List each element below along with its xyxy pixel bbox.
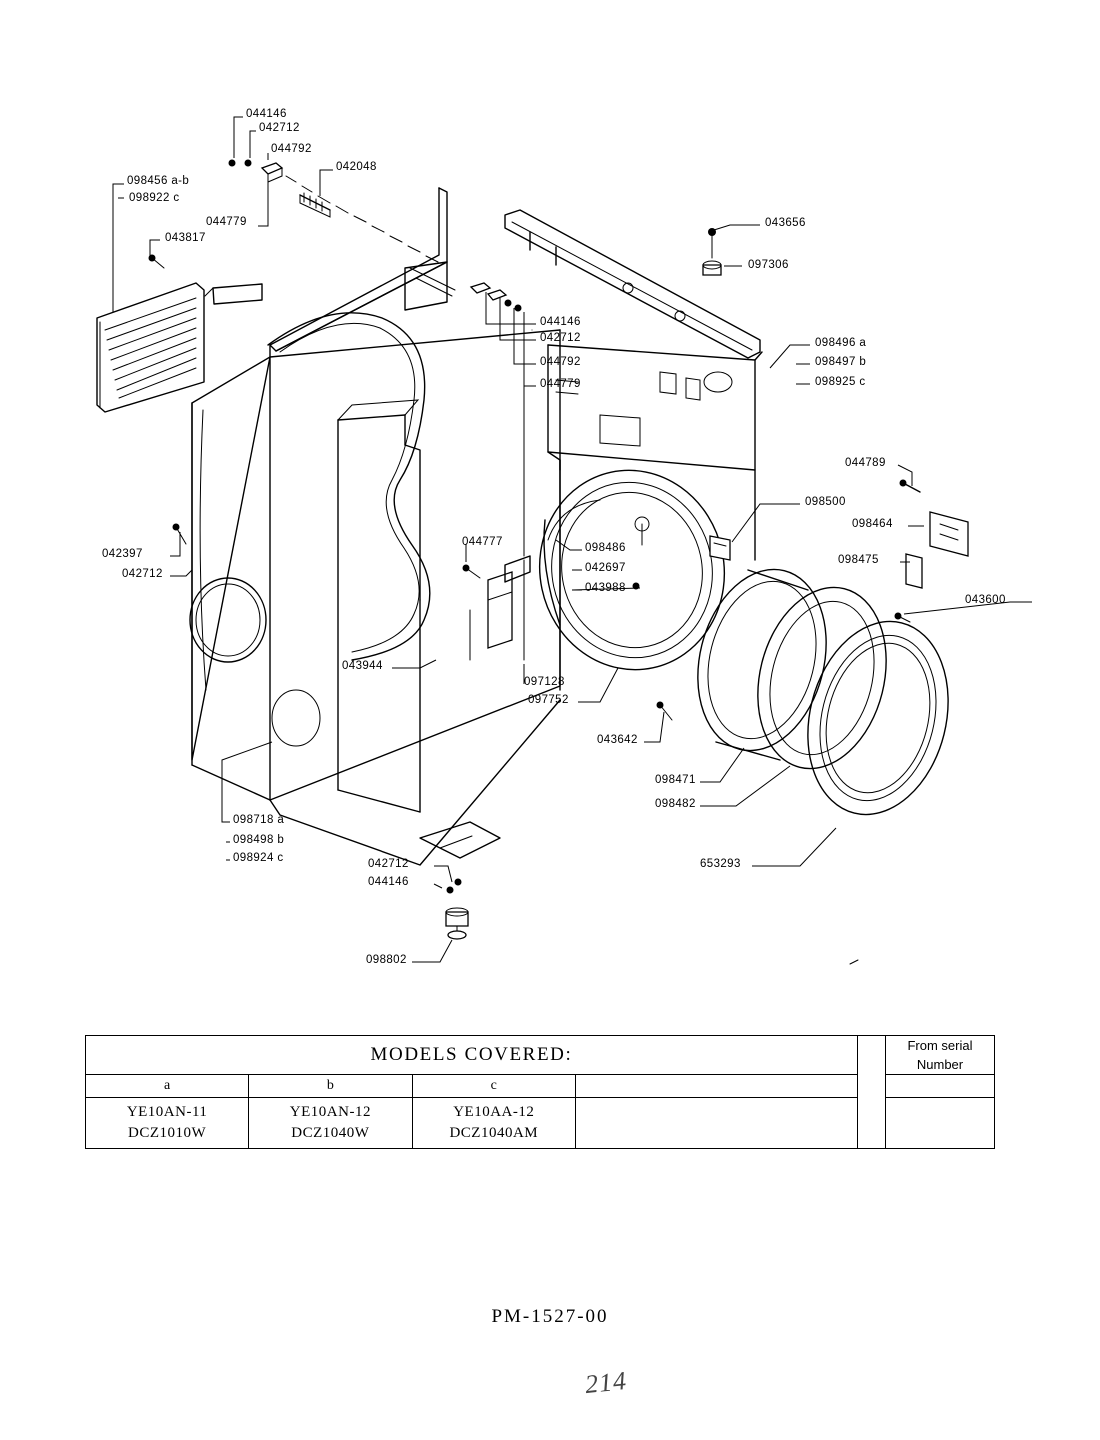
- model-a-line2: DCZ1010W: [128, 1125, 207, 1141]
- callout-042712-top: 042712: [259, 122, 300, 134]
- model-b-line1: YE10AN-12: [289, 1104, 371, 1120]
- column-letter-c: c: [412, 1075, 576, 1098]
- callout-044779-mid: 044779: [540, 378, 581, 390]
- callout-098464: 098464: [852, 518, 893, 530]
- callout-043944: 043944: [342, 660, 383, 672]
- left-wall-seal: [190, 284, 320, 746]
- model-a-line1: YE10AN-11: [126, 1104, 208, 1120]
- callout-097752: 097752: [528, 694, 569, 706]
- column-letter-a: a: [86, 1075, 249, 1098]
- spacer-cell: [857, 1036, 885, 1149]
- callout-098500: 098500: [805, 496, 846, 508]
- callout-097306: 097306: [748, 259, 789, 271]
- handwritten-page-number: 214: [583, 1365, 629, 1400]
- rear-panel: [548, 345, 762, 690]
- model-cell-blank: [576, 1098, 858, 1149]
- callout-098496: 098496 a: [815, 337, 867, 349]
- callout-044789: 044789: [845, 457, 886, 469]
- fastener-stack-mid: [471, 283, 522, 312]
- serial-header-line1: From serial: [907, 1038, 973, 1053]
- callout-042712-left: 042712: [122, 568, 163, 580]
- serial-header: [886, 1036, 995, 1075]
- callout-043988: 043988: [585, 582, 626, 594]
- callout-044146-bottom: 044146: [368, 876, 409, 888]
- callout-043817: 043817: [165, 232, 206, 244]
- callout-098924: 098924 c: [233, 852, 284, 864]
- callout-098456: 098456 a-b: [127, 175, 190, 187]
- drum-rings: [680, 556, 968, 830]
- callout-098486: 098486: [585, 542, 626, 554]
- callout-043600: 043600: [965, 594, 1006, 606]
- callout-043642: 043642: [597, 734, 638, 746]
- model-cell-c: [412, 1098, 576, 1149]
- model-c-line1: YE10AA-12: [453, 1104, 535, 1120]
- callout-044779-top: 044779: [206, 216, 247, 228]
- cabinet-body: [192, 188, 560, 865]
- callout-044792-top: 044792: [271, 143, 312, 155]
- callout-098718: 098718 a: [233, 814, 285, 826]
- drum-front-seal: [200, 313, 430, 690]
- callout-043656: 043656: [765, 217, 806, 229]
- model-cell-b: [249, 1098, 412, 1149]
- serial-subheader: [886, 1075, 995, 1098]
- serial-cell: [886, 1098, 995, 1149]
- front-bulkhead-ring: [521, 453, 743, 687]
- callout-098922: 098922 c: [129, 192, 180, 204]
- callout-042712-mid: 042712: [540, 332, 581, 344]
- models-covered-table: [85, 1035, 995, 1149]
- callout-042697: 042697: [585, 562, 626, 574]
- callout-097128: 097128: [524, 676, 565, 688]
- callout-098482: 098482: [655, 798, 696, 810]
- callout-653293: 653293: [700, 858, 741, 870]
- fastener-stack-top-left: [229, 160, 439, 263]
- callout-098475: 098475: [838, 554, 879, 566]
- callout-098498: 098498 b: [233, 834, 285, 846]
- callout-044146-mid: 044146: [540, 316, 581, 328]
- callout-098802: 098802: [366, 954, 407, 966]
- table-header-row: [86, 1036, 995, 1075]
- column-blank-header: [576, 1075, 858, 1098]
- model-c-line2: DCZ1040AM: [449, 1125, 539, 1141]
- interior-switch-assembly: [463, 330, 533, 660]
- callout-098925: 098925 c: [815, 376, 866, 388]
- callout-044792-mid: 044792: [540, 356, 581, 368]
- fastener-rear-top-right: [703, 228, 721, 275]
- page-code: PM-1527-00: [491, 1306, 609, 1327]
- callout-042048: 042048: [336, 161, 377, 173]
- callout-042397: 042397: [102, 548, 143, 560]
- callout-098497: 098497 b: [815, 356, 867, 368]
- callout-044146-top: 044146: [246, 108, 287, 120]
- model-cell-a: [86, 1098, 249, 1149]
- callout-044777: 044777: [462, 536, 503, 548]
- callout-042712-bottom: 042712: [368, 858, 409, 870]
- callout-098471: 098471: [655, 774, 696, 786]
- leveling-leg: [420, 822, 500, 939]
- column-letter-b: b: [249, 1075, 412, 1098]
- model-b-line2: DCZ1040W: [291, 1125, 370, 1141]
- serial-header-line2: Number: [916, 1057, 964, 1072]
- models-covered-title: MODELS COVERED:: [86, 1036, 858, 1075]
